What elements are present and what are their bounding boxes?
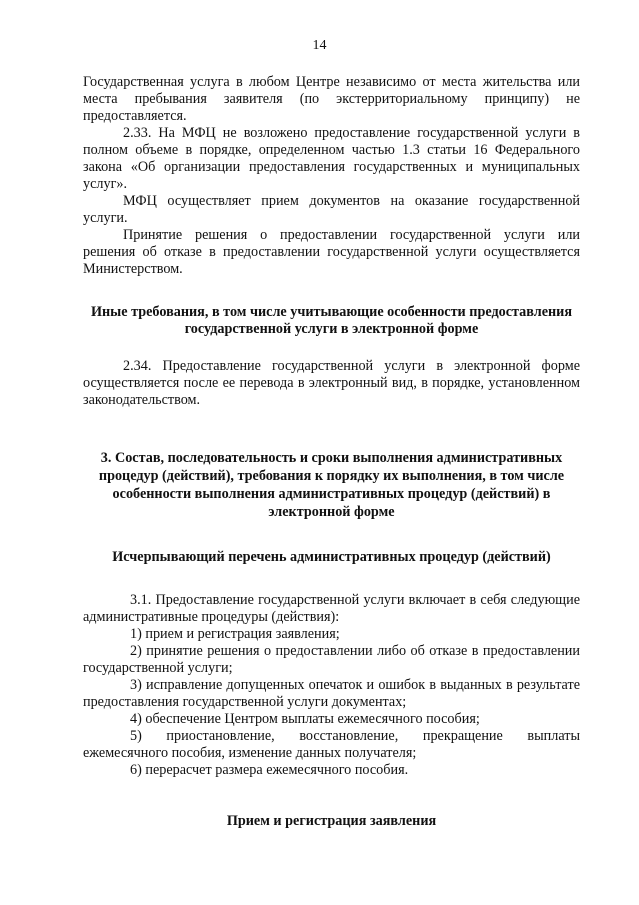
paragraph: 3.1. Предоставление государственной услуги включает в себя следующие административные процедуры (действия): bbox=[83, 592, 580, 625]
list-item: 1) прием и регистрация заявления; bbox=[130, 626, 340, 642]
paragraph: Принятие решения о предоставлении государственной услуги или решения об отказе в предоставлении государственной услуги осуществляется Министерством. bbox=[83, 227, 580, 277]
chapter-heading: 3. Состав, последовательность и сроки выполнения административных процедур (действий), требования к порядку их выполнения, в том числе особенности выполнения административных процедур (действий) в электронной форме bbox=[98, 450, 565, 520]
paragraph: Государственная услуга в любом Центре независимо от места жительства или места пребывания заявителя (по экстерриториальному принципу) не предоставляется. bbox=[83, 74, 580, 124]
paragraph: 2.33. На МФЦ не возложено предоставление государственной услуги в полном объеме в порядке, определенном частью 1.3 статьи 16 Федерального закона «Об организации предоставления государственных и муниципальных услуг». bbox=[83, 125, 580, 192]
list-item: 5) приостановление, восстановление, прекращение выплаты ежемесячного пособия, изменение данных получателя; bbox=[83, 728, 580, 761]
list-item: 4) обеспечение Центром выплаты ежемесячного пособия; bbox=[130, 711, 480, 727]
paragraph: МФЦ осуществляет прием документов на оказание государственной услуги. bbox=[83, 193, 580, 226]
paragraph: 2.34. Предоставление государственной услуги в электронной форме осуществляется после ее перевода в электронный вид, в порядке, установленном законодательством. bbox=[83, 358, 580, 408]
list-item: 2) принятие решения о предоставлении либо об отказе в предоставлении государственной услуги; bbox=[83, 643, 580, 676]
list-item: 6) перерасчет размера ежемесячного пособия. bbox=[130, 762, 409, 778]
section-heading: Исчерпывающий перечень административных процедур (действий) bbox=[112, 549, 551, 565]
section-heading: Прием и регистрация заявления bbox=[226, 813, 437, 829]
list-item: 3) исправление допущенных опечаток и ошибок в выданных в результате предоставления государственной услуги документах; bbox=[83, 677, 580, 710]
document-body bbox=[83, 74, 580, 830]
page-number: 14 bbox=[312, 38, 327, 53]
section-heading: Иные требования, в том числе учитывающие особенности предоставления государственной услуги в электронной форме bbox=[90, 304, 573, 337]
